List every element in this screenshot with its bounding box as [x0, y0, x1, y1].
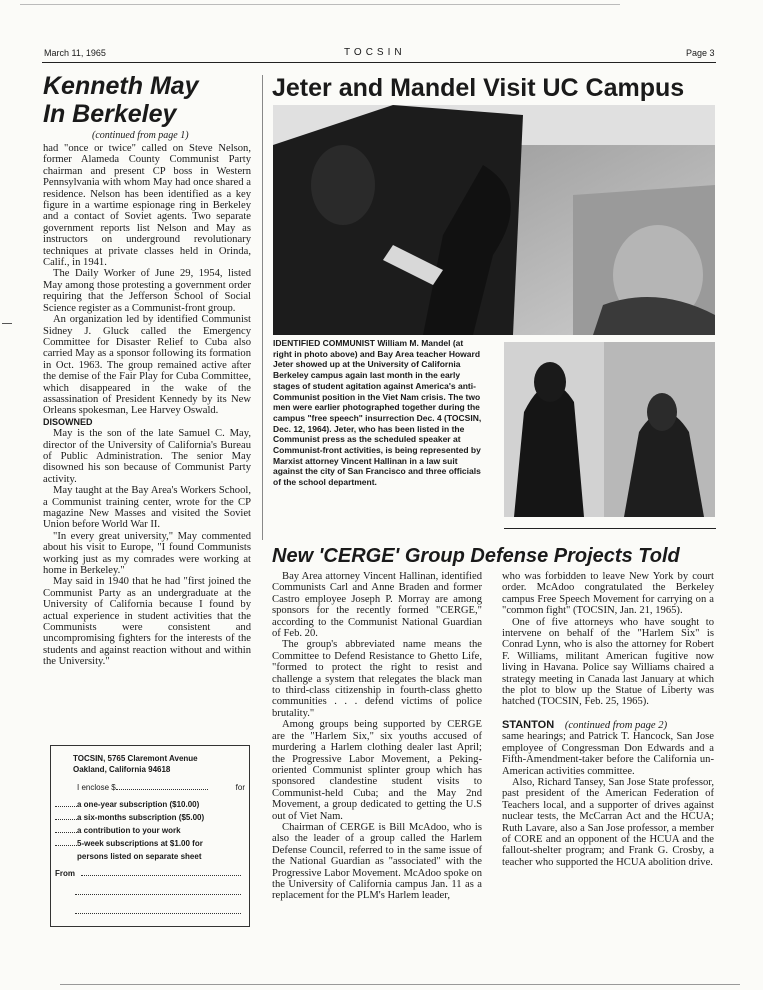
address-line[interactable]: [75, 894, 241, 895]
subscription-coupon[interactable]: [50, 745, 250, 927]
from-label: From: [55, 869, 75, 878]
article-paragraph: Chairman of CERGE is Bill McAdoo, who is also the leader of a group called the Harlem Defense Council, referred to in the same issue of the National Guardian as "associated" with the Progressive Labor Movement. McAdoo spoke on the University of California campus Jan. 11 as a replacement for the PLM's Harlem leader,: [272, 821, 482, 902]
article-paragraph: The group's abbreviated name means the Committee to Defend Resistance to Ghetto Life, "formed to protect the right to resist and challenge a system that relegates the black man to third-class citizenship in fourth-class ghetto communities . . . defend victims of police brutality.": [272, 639, 482, 719]
headline-line-1: Kenneth May: [43, 72, 199, 100]
photo-content: [273, 105, 715, 335]
cerge-column-1: [272, 571, 482, 902]
for-label: for: [235, 783, 245, 792]
article-paragraph: May taught at the Bay Area's Workers School, a Communist training center, wrote for the CP magazine New Masses and visited the Soviet Union before World War II.: [43, 485, 251, 531]
coupon-from[interactable]: [55, 869, 243, 878]
small-campus-photo: [504, 342, 715, 517]
kenneth-may-article: [43, 143, 251, 668]
option-label: a one-year subscription ($10.00): [77, 800, 200, 809]
headline-line-2: In Berkeley: [43, 100, 177, 128]
continued-note: (continued from page 1): [92, 130, 189, 141]
article-paragraph: An organization led by identified Communist Sidney J. Gluck called the Emergency Committee for Disaster Relief to Cuba also carried May as a sponsor following its formation in Oct. 1963. The group remained active after the demise of the Fair Play for Cuba Committee, which disappeared in the wake of the assassination of President Kennedy by its New Orleans spokesman, Lee Harvey Oswald.: [43, 314, 251, 417]
article-paragraph: Also, Richard Tansey, San Jose State professor, past president of the American Federation of Teachers local, and a supporter of drives against nuclear tests, the McCarran Act and the HCUA; Ruth Lavare, also a San Jose professor, a member of CORE and an opponent of the HCUA and the fallout-shelter program; and Frank G. Crosby, a teacher who supported the HCUA abolition drive.: [502, 776, 714, 868]
coupon-option-2[interactable]: [55, 813, 204, 822]
address-line[interactable]: [75, 913, 241, 914]
coupon-address-2: Oakland, California 94618: [73, 765, 171, 774]
article-paragraph: "In every great university," May commented about his visit to Europe, "I found Communists working just as my comrades were working at home in Berkeley.": [43, 530, 251, 577]
masthead-title: TOCSIN: [344, 47, 406, 58]
stanton-heading: [502, 720, 714, 731]
coupon-option-4[interactable]: [55, 839, 203, 848]
stanton-continued: (continued from page 2): [564, 719, 668, 731]
kenneth-may-headline: [43, 72, 268, 128]
article-paragraph: One of five attorneys who have sought to intervene on behalf of the "Harlem Six" is Conrad Lynn, who is also the attorney for Robert F. Williams, militant American fugitive now living in Havana. Police say Williams chaired a strategy meeting in Canada last January at which the plot to blow up the Statue of Liberty was hatched (TOCSIN, Feb. 25, 1965).: [502, 616, 714, 708]
article-paragraph: May said in 1940 that he had "first joined the Communist Party as an undergraduate at the University of California because I found by actual experience in student activities that the Communists were consistent and uncompromising fighters for the interests of the students and against reaction without and within the University.": [43, 576, 251, 668]
jeter-mandel-headline: Jeter and Mandel Visit UC Campus: [272, 74, 685, 102]
section-rule: [504, 528, 716, 529]
coupon-enclose: [77, 783, 245, 792]
amount-blank[interactable]: [116, 789, 208, 790]
issue-date: March 11, 1965: [44, 48, 106, 58]
photo-caption: IDENTIFIED COMMUNIST William M. Mandel (at right in photo above) and Bay Area teacher Howard Jeter showed up at the University of California Berkeley campus again last month in the early stages of student agitation against America's anti-Communist position in the Viet Nam crisis. The two men were earlier photographed together during the campus "free speech" insurrection Dec. 4 (TOCSIN, Dec. 12, 1964). Jeter, who has been listed in the Communist press as the scheduled speaker at Communist-front activities, is being represented by Marxist attorney Vincent Hallinan in a law suit against the city of San Francisco and three officials of the school department.: [273, 338, 482, 488]
coupon-address-1: TOCSIN, 5765 Claremont Avenue: [73, 754, 198, 763]
article-paragraph: Bay Area attorney Vincent Hallinan, identified Communists Carl and Anne Braden and former Castro employee Joseph P. Morray are among sponsors for the recently formed "CERGE," according to the Communist National Guardian of Feb. 20.: [272, 571, 482, 640]
enclose-label: I enclose $: [77, 783, 116, 792]
large-campus-photo: [273, 105, 715, 335]
option-label: a six-months subscription ($5.00): [77, 813, 205, 822]
option-label: a contribution to your work: [77, 826, 181, 835]
stanton-label: STANTON: [502, 718, 555, 731]
coupon-option-3[interactable]: [55, 826, 181, 835]
cerge-column-2: [502, 571, 714, 868]
article-paragraph: same hearings; and Patrick T. Hancock, San Jose employee of Congressman Don Edwards and a Fifth-Amendment-taker before the California un-American activities committee.: [502, 731, 714, 777]
bottom-scan-line: [60, 984, 740, 985]
cerge-headline: New 'CERGE' Group Defense Projects Told: [272, 545, 680, 567]
article-paragraph: who was forbidden to leave New York by court order. McAdoo congratulated the Berkeley campus Free Speech Movement for carrying on a "common fight" (TOCSIN, Jan. 21, 1965).: [502, 571, 714, 617]
article-paragraph: May is the son of the late Samuel C. May, director of the University of California's Bureau of Public Administration. The senior May disowned his son because of Communist Party activity.: [43, 428, 251, 485]
column-divider: [262, 75, 263, 540]
article-paragraph: The Daily Worker of June 29, 1954, listed May among those protesting a government order requiring that the Jefferson School of Social Science register as a Communist-front group.: [43, 268, 251, 314]
option-label: 5-week subscriptions at $1.00 for: [77, 839, 203, 848]
coupon-option-1[interactable]: [55, 800, 199, 809]
page-number: Page 3: [686, 48, 715, 58]
article-paragraph: Among groups being supported by CERGE are the "Harlem Six," six youths accused of murdering a Harlem clothing dealer last April; the Progressive Labor Movement, a Peking-oriented Communist splinter group which has sponsored clandestine student visits to Communist-held Cuba; and the May 2nd Movement, a group dedicated to getting the U.S out of Viet Nam.: [272, 719, 482, 822]
top-scan-line: [20, 4, 620, 5]
header-rule: [42, 62, 716, 63]
small-photo-content: [504, 342, 715, 517]
subhead-disowned: DISOWNED: [43, 416, 93, 427]
margin-mark: [2, 323, 12, 324]
coupon-option-4-cont: persons listed on separate sheet: [77, 852, 202, 861]
article-paragraph: had "once or twice" called on Steve Nelson, former Alameda County Communist Party chairman and present CP boss in Western Pennsylvania with whom May had once shared a residence. Nelson has been identified as a key figure in a wartime espionage ring in Berkeley and a contact of Soviet agents. Two separate government reports list Nelson and May as instructors on underground revolutionary techniques at private classes held in Orinda, Calif., in 1941.: [43, 143, 251, 269]
